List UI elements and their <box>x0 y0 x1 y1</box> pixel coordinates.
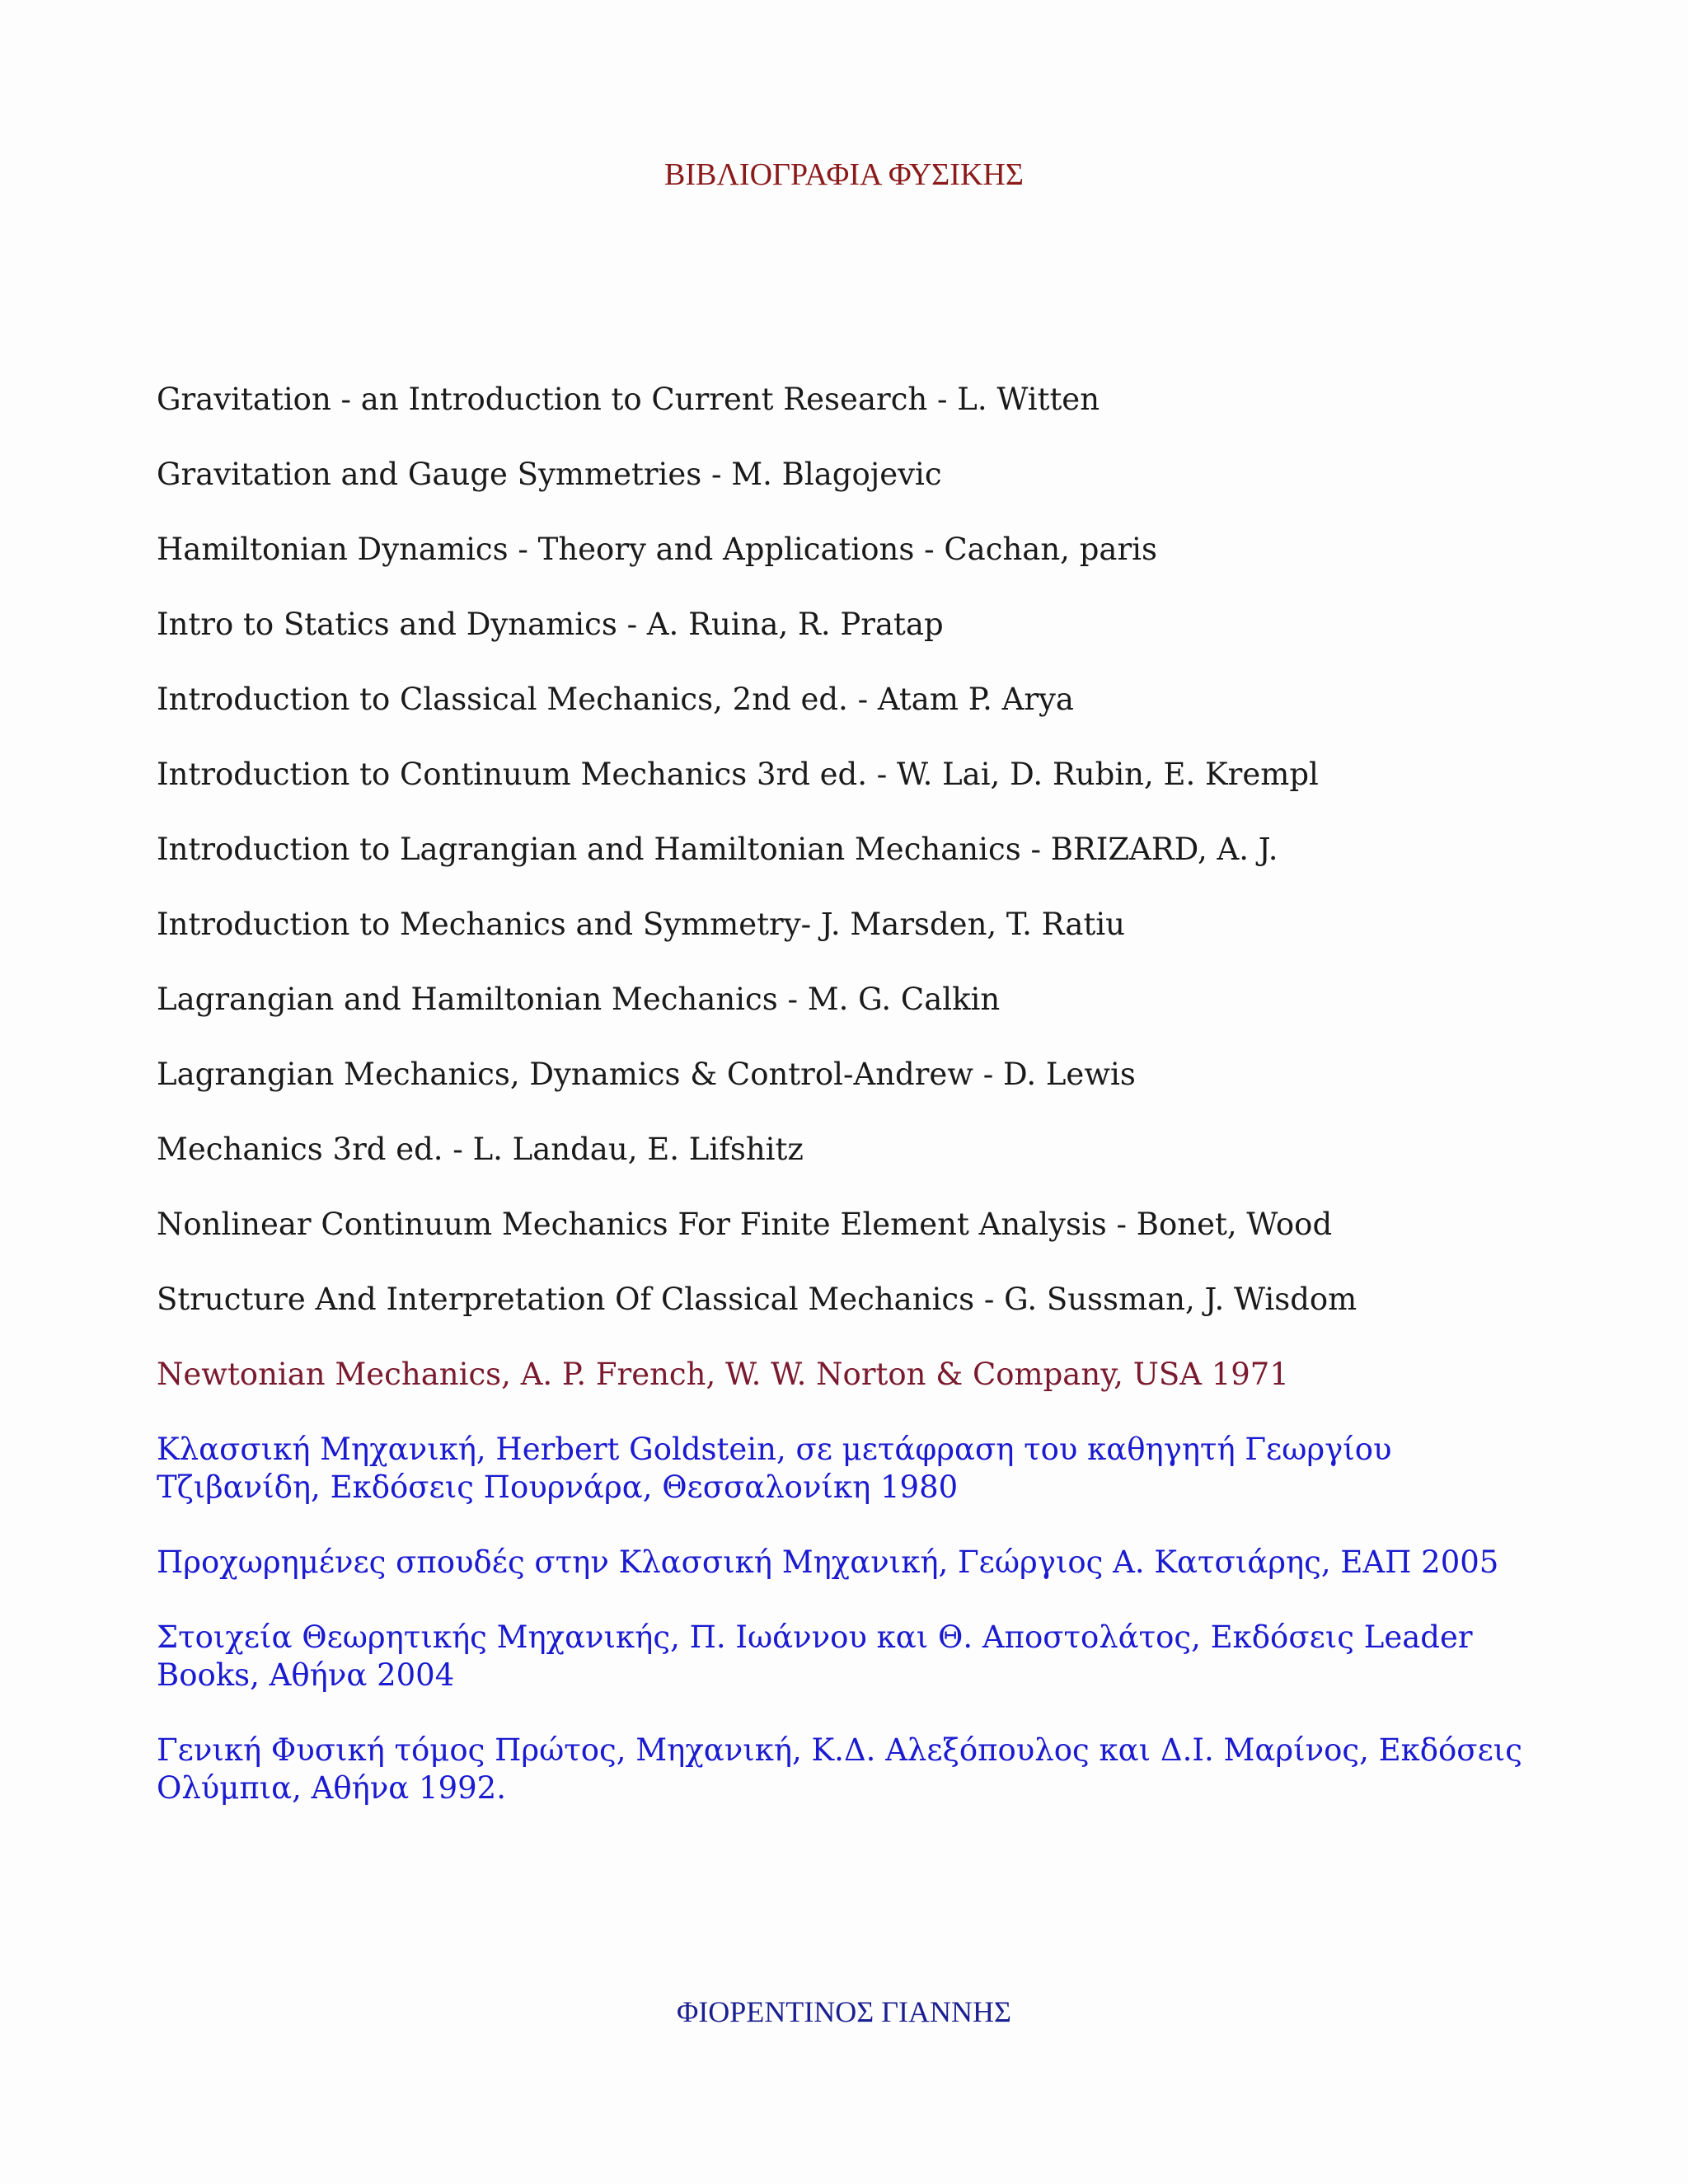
bibliography-entry: Introduction to Lagrangian and Hamiltonian Mechanics - BRIZARD, A. J. <box>157 832 1278 867</box>
bibliography-entry: Introduction to Continuum Mechanics 3rd ed. - W. Lai, D. Rubin, E. Krempl <box>157 757 1319 792</box>
bibliography-entry: Lagrangian and Hamiltonian Mechanics - M. G. Calkin <box>157 982 1001 1017</box>
bibliography-entry: Intro to Statics and Dynamics - A. Ruina, R. Pratap <box>157 607 944 642</box>
page-title: ΒΙΒΛΙΟΓΡΑΦΙΑ ΦΥΣΙΚΗΣ <box>664 157 1024 192</box>
bibliography-entry: Structure And Interpretation Of Classical Mechanics - G. Sussman, J. Wisdom <box>157 1282 1357 1317</box>
bibliography-entry: Newtonian Mechanics, A. P. French, W. W. Norton & Company, USA 1971 <box>157 1357 1289 1392</box>
bibliography-entry: Mechanics 3rd ed. - L. Landau, E. Lifshitz <box>157 1132 804 1167</box>
bibliography-list <box>157 381 1558 1844</box>
bibliography-entry: Gravitation - an Introduction to Current Research - L. Witten <box>157 382 1100 417</box>
bibliography-entry: Introduction to Mechanics and Symmetry- J. Marsden, T. Ratiu <box>157 907 1125 942</box>
bibliography-entry: Γενική Φυσική τόμος Πρώτος, Μηχανική, Κ.Δ. Αλεξόπουλος και Δ.Ι. Μαρίνος, Εκδόσεις Ολύμπια, Αθήνα 1992. <box>157 1732 1522 1806</box>
bibliography-entry: Κλασσική Μηχανική, Herbert Goldstein, σε μετάφραση του καθηγητή Γεωργίου Τζιβανίδη, Εκδόσεις Πουρνάρα, Θεσσαλονίκη 1980 <box>157 1432 1392 1505</box>
author-signature: ΦΙΟΡΕΝΤΙΝΟΣ ΓΙΑΝΝΗΣ <box>677 1995 1011 2028</box>
bibliography-entry: Introduction to Classical Mechanics, 2nd ed. - Atam P. Arya <box>157 682 1074 717</box>
bibliography-entry: Στοιχεία Θεωρητικής Μηχανικής, Π. Ιωάννου και Θ. Αποστολάτος, Εκδόσεις Leader Books, Αθήνα 2004 <box>157 1619 1473 1693</box>
bibliography-entry: Lagrangian Mechanics, Dynamics & Control-Andrew - D. Lewis <box>157 1057 1136 1092</box>
bibliography-entry: Nonlinear Continuum Mechanics For Finite Element Analysis - Bonet, Wood <box>157 1207 1333 1242</box>
bibliography-entry: Hamiltonian Dynamics - Theory and Applications - Cachan, paris <box>157 532 1157 567</box>
bibliography-entry: Gravitation and Gauge Symmetries - M. Blagojevic <box>157 457 942 492</box>
bibliography-entry: Προχωρημένες σπουδές στην Κλασσική Μηχανική, Γεώργιος Α. Κατσιάρης, ΕΑΠ 2005 <box>157 1544 1499 1580</box>
